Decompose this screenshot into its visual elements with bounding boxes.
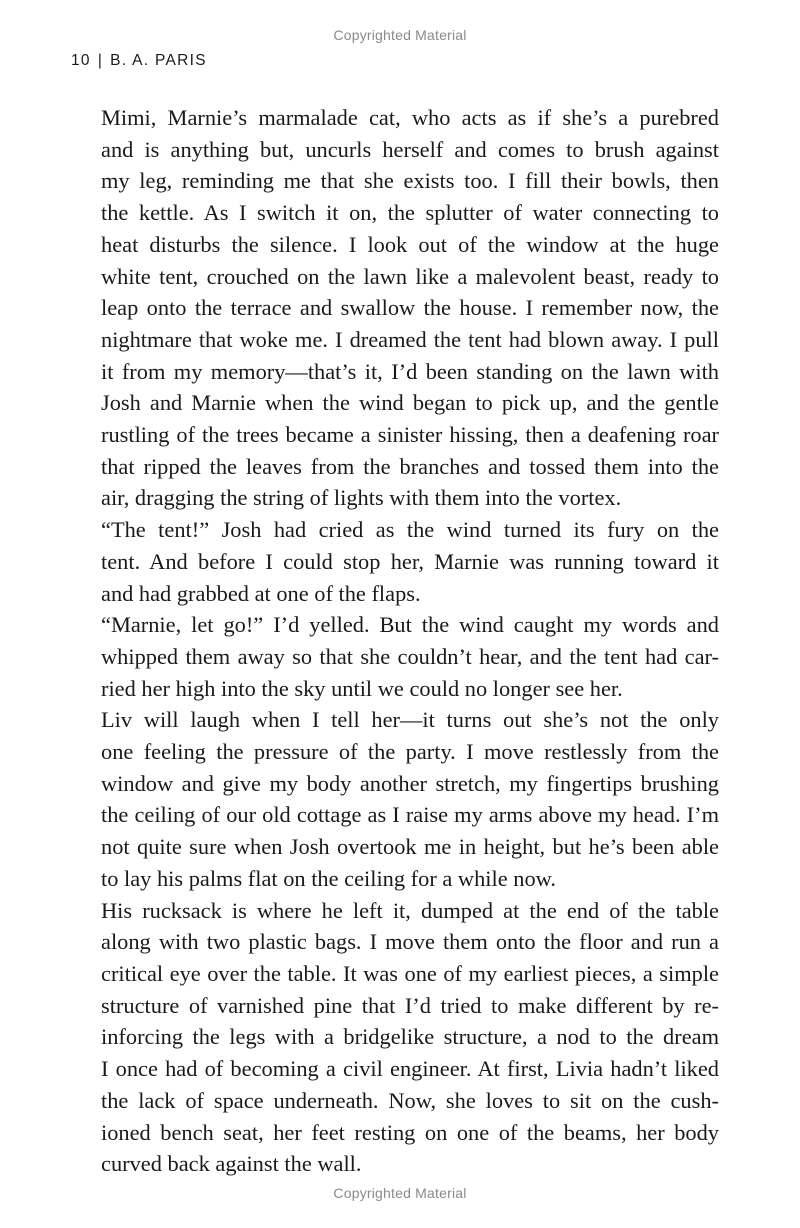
text-line: “Marnie, let go!” I’d yelled. But the wind caught my words and — [101, 612, 719, 638]
text-line: to lay his palms flat on the ceiling for a while now. — [101, 865, 556, 891]
text-line: it from my memory—that’s it, I’d been standing on the lawn with — [101, 358, 719, 384]
text-line: Josh and Marnie when the wind began to pick up, and the gentle — [101, 390, 719, 416]
text-line: my leg, reminding me that she exists too. I fill their bowls, then — [101, 168, 719, 194]
text-line: tent. And before I could stop her, Marnie was running toward it — [101, 548, 719, 574]
text-line: the kettle. As I switch it on, the splutter of water connecting to — [101, 200, 719, 226]
paragraph — [71, 704, 719, 894]
text-line: one feeling the pressure of the party. I move restlessly from the — [101, 739, 719, 765]
paragraph — [71, 609, 719, 704]
text-line: window and give my body another stretch, my fingertips brushing — [101, 770, 719, 796]
text-line: and had grabbed at one of the flaps. — [101, 580, 421, 606]
text-line: rustling of the trees became a sinister hissing, then a deafening roar — [101, 422, 719, 448]
paragraph — [71, 895, 719, 1180]
text-line: that ripped the leaves from the branches and tossed them into the — [101, 453, 719, 479]
paragraph — [71, 102, 719, 514]
paragraph — [71, 514, 719, 609]
text-line: not quite sure when Josh overtook me in height, but he’s been able — [101, 834, 719, 860]
text-line: heat disturbs the silence. I look out of the window at the huge — [101, 231, 719, 257]
text-line: Liv will laugh when I tell her—it turns out she’s not the only — [101, 707, 719, 733]
text-line: ioned bench seat, her feet resting on one of the beams, her body — [101, 1119, 719, 1145]
text-line: “The tent!” Josh had cried as the wind turned its fury on the — [101, 517, 719, 543]
text-line: nightmare that woke me. I dreamed the tent had blown away. I pull — [101, 326, 719, 352]
text-line: inforcing the legs with a bridgelike structure, a nod to the dream — [101, 1024, 719, 1050]
page-number: 10 — [71, 52, 91, 69]
text-line: His rucksack is where he left it, dumped at the end of the table — [101, 897, 719, 923]
author-name: B. A. PARIS — [110, 52, 207, 69]
text-line: Mimi, Marnie’s marmalade cat, who acts as if she’s a purebred — [101, 105, 719, 130]
text-line: white tent, crouched on the lawn like a malevolent beast, ready to — [101, 263, 719, 289]
text-line: leap onto the terrace and swallow the house. I remember now, the — [101, 295, 719, 321]
text-line: curved back against the wall. — [101, 1151, 362, 1177]
body-text — [71, 102, 719, 1180]
text-line: I once had of becoming a civil engineer. At first, Livia hadn’t liked — [101, 1056, 719, 1082]
copyright-watermark-bottom: Copyrighted Material — [333, 1185, 467, 1201]
text-line: critical eye over the table. It was one of my earliest pieces, a simple — [101, 960, 719, 986]
text-line: whipped them away so that she couldn’t hear, and the tent had car- — [101, 643, 719, 669]
text-line: the lack of space underneath. Now, she loves to sit on the cush- — [101, 1087, 719, 1113]
running-header — [71, 52, 207, 70]
text-line: structure of varnished pine that I’d tried to make different by re- — [101, 992, 719, 1018]
header-separator: | — [97, 52, 104, 69]
text-line: air, dragging the string of lights with them into the vortex. — [101, 485, 622, 511]
text-line: the ceiling of our old cottage as I raise my arms above my head. I’m — [101, 802, 719, 828]
copyright-watermark-top: Copyrighted Material — [333, 27, 467, 43]
text-line: along with two plastic bags. I move them onto the floor and run a — [101, 929, 719, 955]
text-line: ried her high into the sky until we could no longer see her. — [101, 675, 623, 701]
text-line: and is anything but, uncurls herself and comes to brush against — [101, 136, 719, 162]
